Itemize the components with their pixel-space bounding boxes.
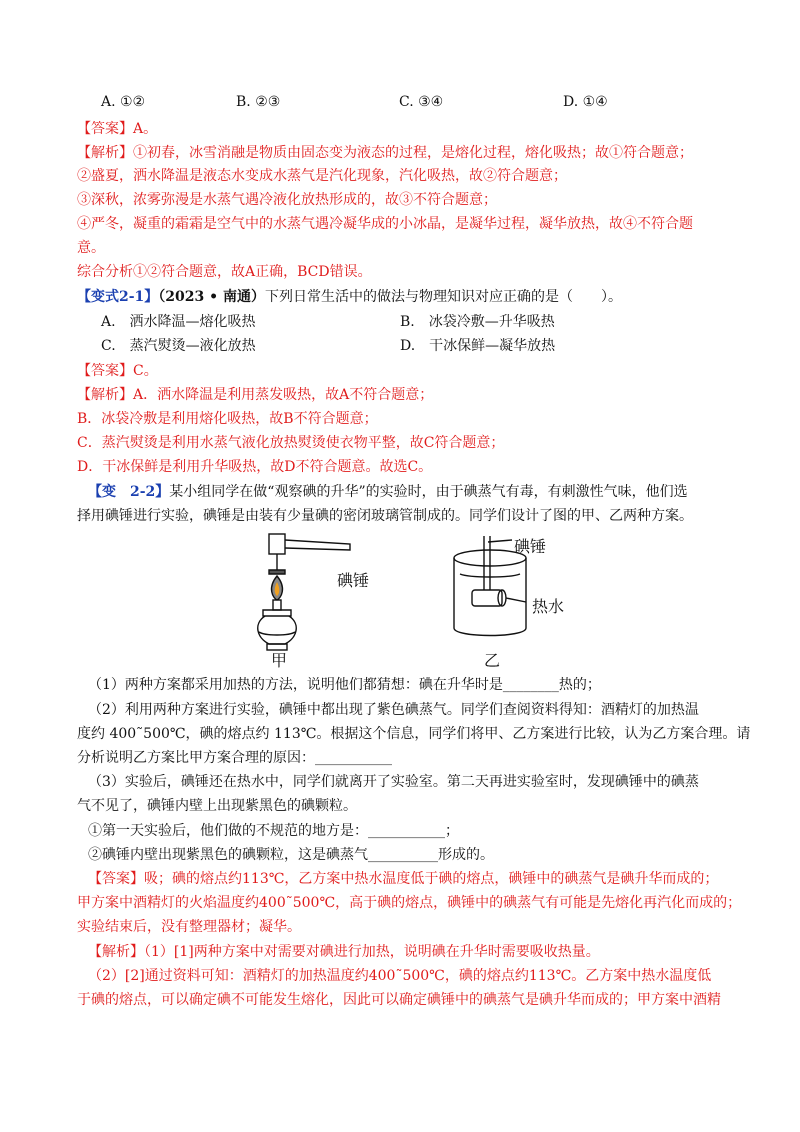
answer-tag: 【答案】 bbox=[77, 363, 133, 379]
option-b: B. ②③ bbox=[236, 94, 281, 110]
analysis-tag: 【解析】 bbox=[77, 387, 133, 403]
question-tag: 【变 2-2】 bbox=[88, 484, 170, 500]
lamp-wick bbox=[273, 600, 281, 610]
question-tag: 【变式2-1】 bbox=[77, 289, 159, 305]
analysis-line-1 bbox=[77, 385, 433, 405]
option-a: A. ①② bbox=[101, 94, 146, 110]
sub-question-3-part-1: ①第一天实验后，他们做的不规范的地方是：___________； bbox=[88, 823, 459, 839]
answer-line-3: 实验结束后，没有整理器材；凝华。 bbox=[77, 919, 301, 935]
sub-question-2-line-1: （2）利用两种方案进行实验，碘锤中都出现了紫色碘蒸气。同学们查阅资料得知：酒精灯的加热温 bbox=[88, 702, 699, 718]
iodine-hammer-bulb bbox=[269, 534, 285, 554]
analysis-line-1 bbox=[77, 143, 693, 163]
option-c: C. 蒸汽熨烫—液化放热 bbox=[101, 338, 256, 354]
pointer-line-top bbox=[488, 540, 512, 542]
question-2-2-stem-1 bbox=[88, 482, 688, 502]
answer-value: C。 bbox=[133, 363, 158, 379]
caption-jia: 甲 bbox=[271, 651, 288, 668]
analysis-line-3: 于碘的熔点，可以确定碘不可能发生熔化，因此可以确定碘锤中的碘蒸气是碘升华而成的；甲方案中酒精 bbox=[77, 992, 721, 1008]
sub-question-3-line-2: 气不见了，碘锤内壁上出现紫黑色的碘颗粒。 bbox=[77, 798, 357, 814]
analysis-line-5: 意。 bbox=[77, 240, 105, 256]
question-2-2-stem-2: 择用碘锤进行实验，碘锤是由装有少量碘的密闭玻璃管制成的。同学们设计了图的甲、乙两种方案。 bbox=[77, 508, 693, 524]
pointer-line-side bbox=[506, 598, 526, 602]
analysis-line-2: B．冰袋冷敷是利用熔化吸热，故B不符合题意； bbox=[77, 411, 378, 427]
figure-jia bbox=[255, 528, 405, 668]
label-iodine-hammer: 碘锤 bbox=[337, 571, 370, 590]
question-text: 下列日常生活中的做法与物理知识对应正确的是（ ）。 bbox=[264, 289, 622, 305]
sub-question-3-part-2: ②碘锤内壁出现紫黑色的碘颗粒，这是碘蒸气__________形成的。 bbox=[88, 847, 494, 863]
analysis-text: A．洒水降温是利用蒸发吸热，故A不符合题意； bbox=[133, 387, 434, 403]
option-a: A. 洒水降温—熔化吸热 bbox=[101, 314, 256, 330]
label-hot-water: 热水 bbox=[532, 597, 565, 616]
option-d: D. ①④ bbox=[563, 94, 608, 110]
caption-yi: 乙 bbox=[484, 651, 501, 668]
answer-line bbox=[77, 361, 158, 381]
analysis-line-4: ④严冬，凝重的霜霜是空气中的水蒸气遇冷凝华成的小冰晶，是凝华过程，凝华放热，故④不符合题 bbox=[77, 216, 693, 232]
analysis-line-2: （2）[2]通过资料可知：酒精灯的加热温度约400˜500℃，碘的熔点约113℃。乙方案中热水温度低 bbox=[88, 968, 712, 984]
answer-line-1 bbox=[88, 869, 718, 889]
option-b: B. 冰袋冷敷—升华吸热 bbox=[400, 314, 555, 330]
answer-tag: 【答案】 bbox=[88, 871, 144, 887]
analysis-tag: 【解析】 bbox=[77, 145, 133, 161]
analysis-text: （1）[1]两种方案中对需要对碘进行加热，说明碘在升华时需要吸收热量。 bbox=[144, 944, 600, 960]
sub-question-3-line-1: （3）实验后，碘锤还在热水中，同学们就离开了实验室。第二天再进实验室时，发现碘锤中的碘蒸 bbox=[88, 774, 699, 790]
question-2-1-stem bbox=[77, 287, 622, 307]
label-iodine-hammer: 碘锤 bbox=[514, 537, 547, 556]
analysis-line-3: ③深秋，浓雾弥漫是水蒸气遇冷液化放热形成的，故③不符合题意； bbox=[77, 192, 497, 208]
question-source: （2023 • 南通） bbox=[158, 289, 265, 305]
analysis-text: ①初春，冰雪消融是物质由固态变为液态的过程，是熔化过程，熔化吸热；故①符合题意； bbox=[133, 145, 693, 161]
question-text: 某小组同学在做“观察碘的升华”的实验时，由于碘蒸气有毒，有刺激性气味，他们选 bbox=[169, 484, 688, 500]
figure-yi bbox=[450, 528, 610, 668]
analysis-line-2: ②盛夏，洒水降温是液态水变成水蒸气是汽化现象，汽化吸热，故②符合题意； bbox=[77, 168, 567, 184]
analysis-tag: 【解析】 bbox=[88, 944, 144, 960]
analysis-line-4: D．干冰保鲜是利用升华吸热，故D不符合题意。故选C。 bbox=[77, 459, 433, 475]
sub-question-2-line-3: 分析说明乙方案比甲方案合理的原因：___________ bbox=[77, 750, 392, 766]
option-d: D. 干冰保鲜—凝华放热 bbox=[400, 338, 556, 354]
iodine-hammer-tube bbox=[285, 540, 350, 550]
answer-tag: 【答案】 bbox=[77, 121, 133, 137]
answer-text: 吸；碘的熔点约113℃，乙方案中热水温度低于碘的熔点，碘锤中的碘蒸气是碘升华而成的； bbox=[144, 871, 719, 887]
answer-line bbox=[77, 119, 157, 139]
option-c: C. ③④ bbox=[399, 94, 444, 110]
answer-line-2: 甲方案中酒精灯的火焰温度约400˜500℃，高于碘的熔点，碘锤中的碘蒸气有可能是先熔化再汽化而成的； bbox=[77, 895, 742, 911]
answer-value: A。 bbox=[133, 121, 158, 137]
alcohol-lamp bbox=[258, 616, 296, 644]
sub-question-2-line-2: 度约 400˜500℃，碘的熔点约 113℃。根据这个信息，同学们将甲、乙方案进行比较，认为乙方案合理。请 bbox=[77, 726, 751, 742]
analysis-summary: 综合分析①②符合题意，故A正确，BCD错误。 bbox=[77, 264, 372, 280]
analysis-line-1 bbox=[88, 942, 600, 962]
analysis-line-3: C．蒸汽熨烫是利用水蒸气液化放热熨烫使衣物平整，故C符合题意； bbox=[77, 435, 505, 451]
sub-question-1: （1）两种方案都采用加热的方法，说明他们都猜想：碘在升华时是________热的； bbox=[88, 677, 601, 693]
